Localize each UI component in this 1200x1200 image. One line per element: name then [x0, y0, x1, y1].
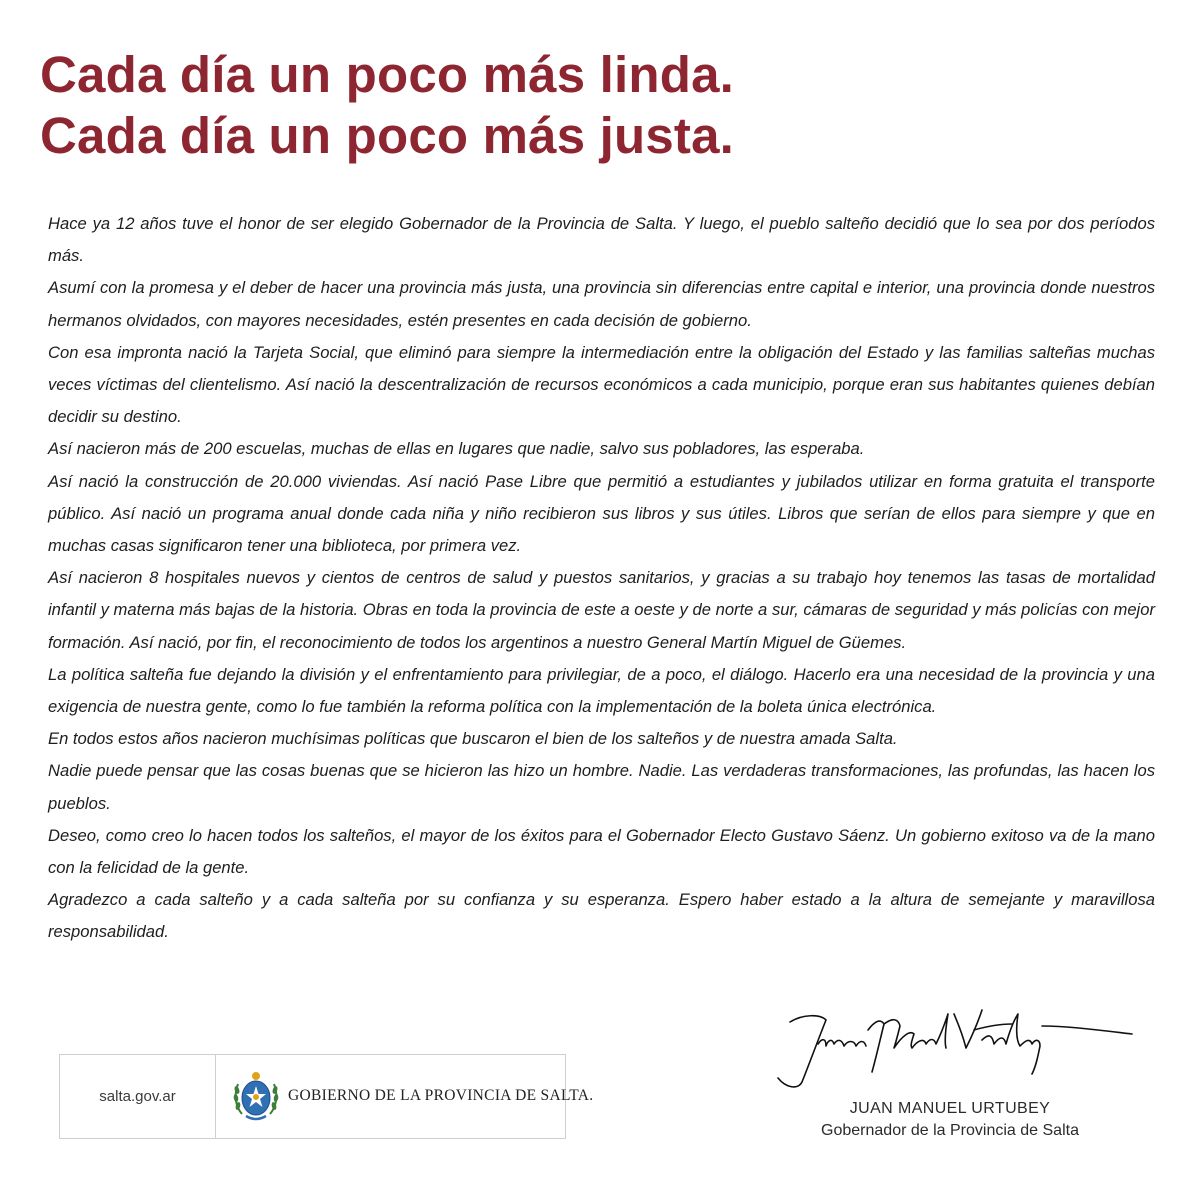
letter-paragraph: Deseo, como creo lo hacen todos los salteños, el mayor de los éxitos para el Gobernador Electo Gustavo Sáenz. Un gobierno exitoso va de la mano con la felicidad de la gente. — [48, 825, 1155, 878]
letter-paragraph: La política salteña fue dejando la división y el enfrentamiento para privilegiar, de a poco, el diálogo. Hacerlo era una necesidad de la provincia y una exigencia de nuestra gente, como lo fue también la reforma política con la implementación de la boleta única electrónica. — [48, 664, 1155, 717]
footer-divider — [215, 1054, 216, 1139]
government-name: GOBIERNO DE LA PROVINCIA DE SALTA. — [288, 1087, 594, 1104]
footer-logo-box — [59, 1054, 594, 1139]
letter-paragraph: Así nacieron 8 hospitales nuevos y cientos de centros de salud y puestos sanitarios, y gracias a su trabajo hoy tenemos las tasas de mortalidad infantil y materna más bajas de la historia. Obras en toda la provincia de este a oeste y de norte a sur, cámaras de seguridad y más policías con mejor formación. Así nació, por fin, el reconocimiento de todos los argentinos a nuestro General Martín Miguel de Güemes. — [48, 568, 1155, 652]
provincial-shield-icon — [232, 1068, 280, 1124]
letter-body — [48, 208, 1155, 949]
signer-name: JUAN MANUEL URTUBEY — [849, 1100, 1051, 1117]
letter-paragraph: Agradezco a cada salteño y a cada salteña por su confianza y su esperanza. Espero haber estado a la altura de semejante y maravillosa responsabilidad. — [48, 890, 1155, 942]
headline-line-2: Cada día un poco más justa. — [40, 107, 735, 164]
letter-paragraph: Asumí con la promesa y el deber de hacer una provincia más justa, una provincia sin diferencias entre capital e interior, una provincia donde nuestros hermanos olvidados, con mayores necesidades, estén presentes en cada decisión de gobierno. — [48, 278, 1155, 330]
letter-paragraph: Así nacieron más de 200 escuelas, muchas de ellas en lugares que nadie, salvo sus pobladores, las esperaba. — [48, 439, 865, 459]
website-link[interactable]: salta.gov.ar — [99, 1088, 176, 1105]
letter-paragraph: Hace ya 12 años tuve el honor de ser elegido Gobernador de la Provincia de Salta. Y luego, el pueblo salteño decidió que lo sea por dos períodos más. — [48, 214, 1155, 266]
letter-paragraph: Nadie puede pensar que las cosas buenas que se hicieron las hizo un hombre. Nadie. Las verdaderas transformaciones, las profundas, las hacen los pueblos. — [48, 761, 1155, 813]
letter-paragraph: Con esa impronta nació la Tarjeta Social, que eliminó para siempre la intermediación entre la obligación del Estado y las familias salteñas muchas veces víctimas del clientelismo. Así nació la descentralización de recursos económicos a cada municipio, porque eran sus habitantes quienes debían decidir su destino. — [48, 342, 1155, 427]
letter-paragraph: En todos estos años nacieron muchísimas políticas que buscaron el bien de los salteños y de nuestra amada Salta. — [48, 729, 898, 749]
headline-line-1: Cada día un poco más linda. — [40, 46, 735, 103]
headline — [40, 44, 734, 166]
government-logo — [232, 1068, 593, 1124]
letter-paragraph: Así nació la construcción de 20.000 viviendas. Así nació Pase Libre que permitió a estudiantes y jubilados utilizar en forma gratuita el transporte público. Así nació un programa anual donde cada niña y niño recibieron sus libros y sus útiles. Libros que serían de ellos para siempre y que en muchas casas significaron tener una biblioteca, por primera vez. — [48, 471, 1155, 556]
signer-role: Gobernador de la Provincia de Salta — [821, 1122, 1079, 1139]
handwritten-signature — [768, 1000, 1138, 1100]
